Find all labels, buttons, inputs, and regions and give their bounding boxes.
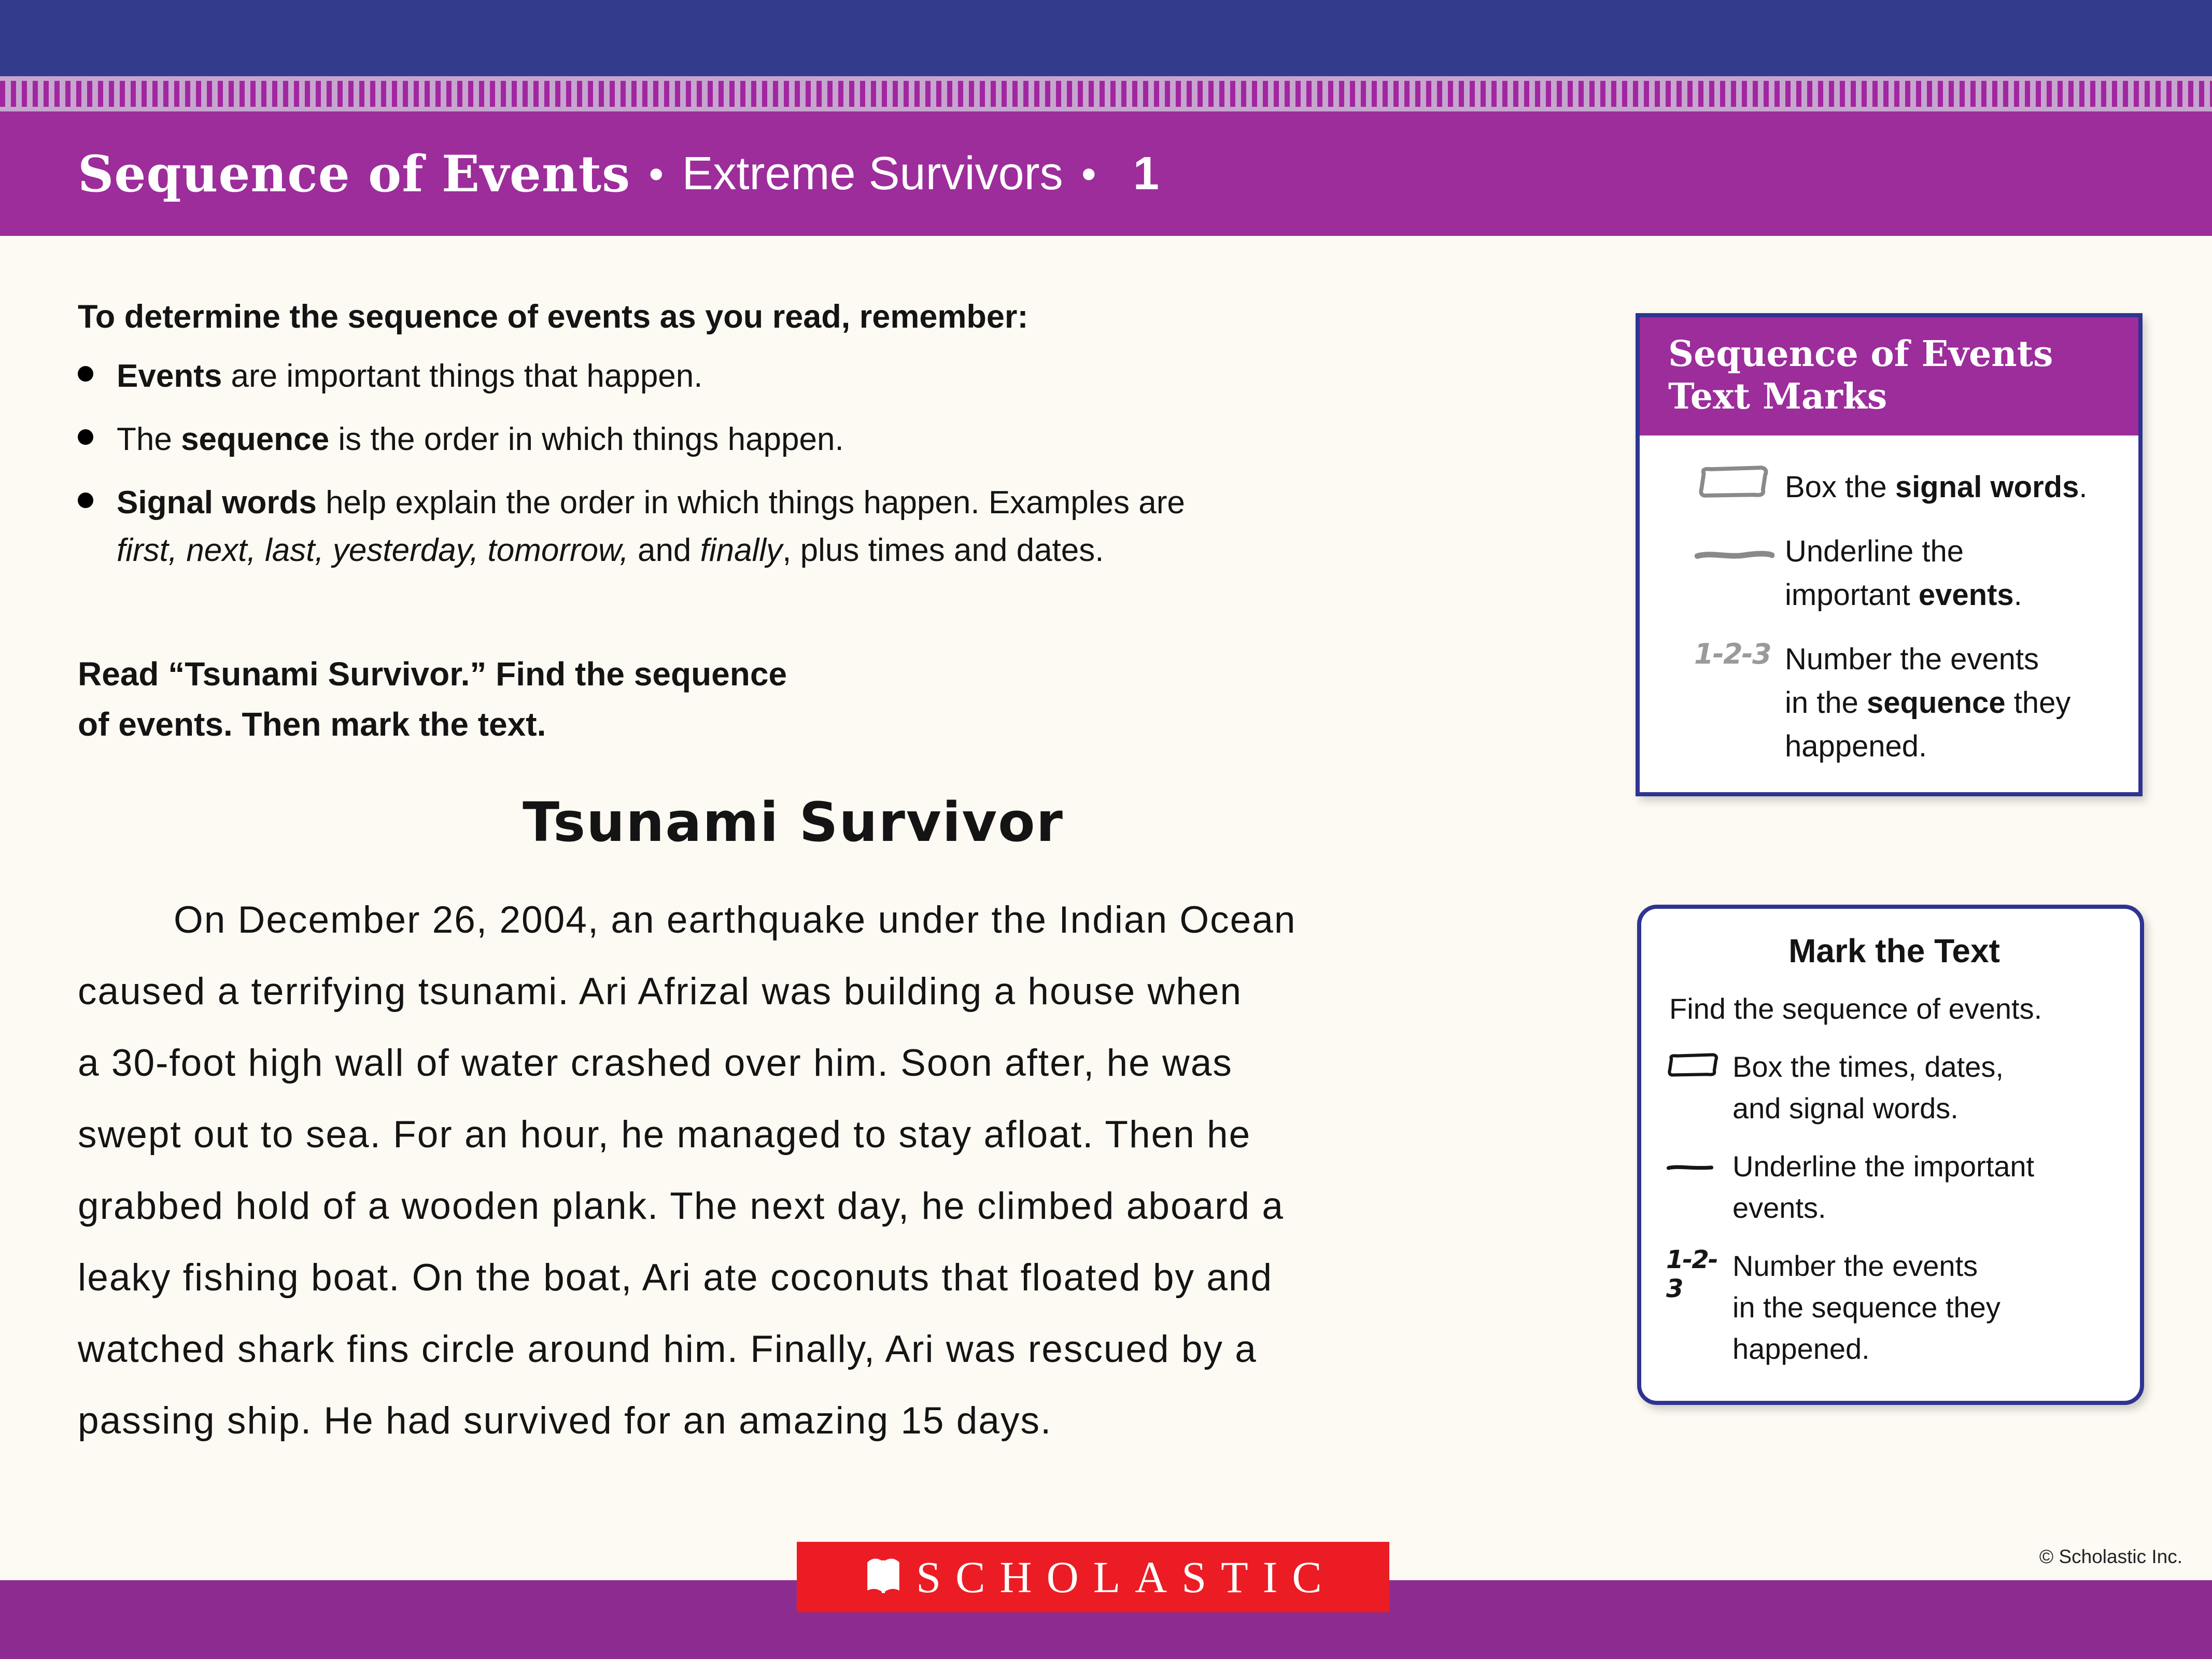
- underline-icon: [1694, 530, 1785, 617]
- mark-the-text-title: Mark the Text: [1788, 932, 2000, 969]
- text-marks-item-text: Underline the important events.: [1785, 535, 2022, 612]
- title-separator-dot: •: [1081, 150, 1096, 196]
- text-marks-box-header: [1640, 317, 2138, 435]
- top-blue-band: [0, 0, 2212, 76]
- mark-text-item-text: Number the events in the sequence they happened.: [1732, 1249, 2000, 1365]
- bullet-text: [117, 479, 1185, 574]
- title-separator-dot: •: [649, 150, 664, 196]
- mark-text-item-box: [1666, 1046, 2122, 1129]
- bullet-dot: [78, 366, 93, 382]
- passage-line: passing ship. He had survived for an amazing 15 days.: [78, 1400, 1052, 1442]
- read-instruction-line2: of events. Then mark the text.: [78, 706, 546, 743]
- passage-title: Tsunami Survivor: [523, 791, 1064, 854]
- bullet-item-events: [78, 353, 702, 400]
- box-icon: [1666, 1046, 1732, 1129]
- ticket-stripe-band: [0, 76, 2212, 111]
- scholastic-book-icon: [864, 1553, 903, 1601]
- page-title: Sequence of Events: [78, 144, 631, 203]
- text-marks-box: [1636, 313, 2143, 796]
- passage-line: leaky fishing boat. On the boat, Ari ate coconuts that floated by and: [78, 1257, 1273, 1299]
- mark-text-item-text: Underline the important events.: [1732, 1150, 2035, 1224]
- underline-icon: [1666, 1146, 1732, 1229]
- ticket-stripes: [0, 81, 2212, 107]
- scholastic-logo-text: SCHOLASTIC: [916, 1552, 1336, 1602]
- bullet-item-signal-words: [78, 479, 1185, 574]
- bullet-line2: first, next, last, yesterday, tomorrow, and finally, plus times and dates.: [117, 532, 1104, 568]
- page-subtitle: Extreme Survivors: [682, 147, 1063, 200]
- text-marks-item-number: [1694, 638, 2123, 768]
- scholastic-logo: [797, 1542, 1389, 1612]
- bullet-dot: [78, 493, 93, 508]
- text-marks-item-box: [1694, 466, 2123, 509]
- read-instruction: [78, 649, 787, 750]
- passage-line: a 30-foot high wall of water crashed over him. Soon after, he was: [78, 1042, 1233, 1084]
- intro-heading: To determine the sequence of events as you read, remember:: [78, 299, 1028, 335]
- bullet-dot: [78, 429, 93, 445]
- text-marks-header-line2: Text Marks: [1668, 376, 1887, 417]
- text-marks-item-text: Number the events in the sequence they happened.: [1785, 642, 2071, 763]
- text-marks-header-line1: Sequence of Events: [1668, 333, 2053, 375]
- passage-line: caused a terrifying tsunami. Ari Afrizal was building a house when: [78, 971, 1243, 1013]
- mark-the-text-box: [1637, 905, 2144, 1405]
- bullet-item-sequence: [78, 416, 844, 463]
- read-instruction-line1: Read “Tsunami Survivor.” Find the sequence: [78, 655, 787, 693]
- mark-the-text-subtitle: Find the sequence of events.: [1669, 992, 2042, 1025]
- copyright-notice: © Scholastic Inc.: [2039, 1546, 2182, 1567]
- text-marks-item-underline: [1694, 530, 2123, 617]
- bullet-line1: Signal words help explain the order in which things happen. Examples are: [117, 485, 1185, 521]
- bullet-text: The sequence is the order in which things happen.: [117, 421, 844, 457]
- one-two-three-icon: 1-2-3: [1666, 1245, 1717, 1303]
- one-two-three-icon: 1-2-3: [1694, 638, 1771, 670]
- passage-body: [78, 884, 1529, 1457]
- passage-line: grabbed hold of a wooden plank. The next day, he climbed aboard a: [78, 1185, 1284, 1227]
- mark-text-item-number: [1666, 1245, 2122, 1370]
- passage-line: watched shark fins circle around him. Finally, Ari was rescued by a: [78, 1328, 1257, 1370]
- page-number: 1: [1133, 147, 1159, 200]
- mark-text-item-text: Box the times, dates, and signal words.: [1732, 1050, 2004, 1124]
- passage-line: swept out to sea. For an hour, he managed to stay afloat. Then he: [78, 1114, 1251, 1156]
- mark-text-item-underline: [1666, 1146, 2122, 1229]
- text-marks-items: [1640, 435, 2138, 768]
- header-title-band: [0, 111, 2212, 236]
- passage-line: On December 26, 2004, an earthquake under the Indian Ocean: [174, 899, 1297, 941]
- box-icon: [1694, 466, 1785, 509]
- text-marks-item-text: Box the signal words.: [1785, 470, 2088, 504]
- bullet-text: Events are important things that happen.: [117, 358, 703, 394]
